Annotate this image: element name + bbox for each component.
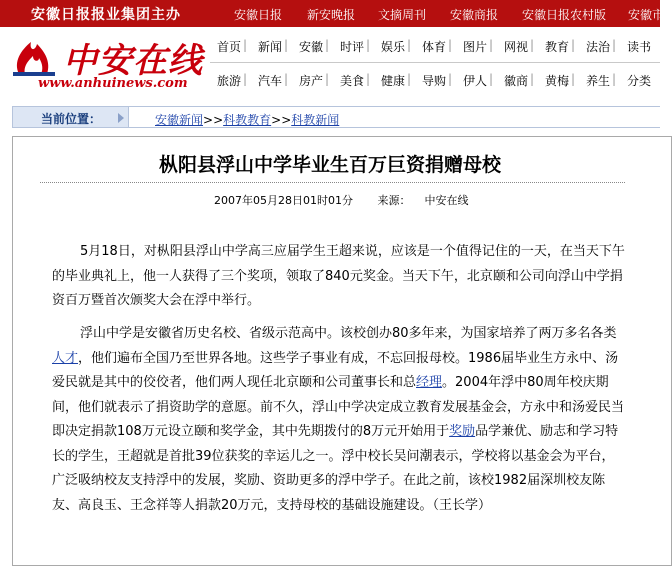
breadcrumb-separator: >> xyxy=(203,113,224,127)
logo-url: www.anhuinews.com xyxy=(38,76,188,91)
paragraph-text: 品学兼优、励志和学习特长的学生，王超就是首批39位获奖的幸运儿之一。浮中校长吴问潮表示，学校将以基金会为平台，广泛吸纳校友支持浮中的发展，奖励、资助更多的浮中学子。在此之前，该校1982届深圳校友陈友、高良玉、王念祥等人捐款20万元，支持母校的基础设施建设。（王长学） xyxy=(52,424,619,513)
nav-sports[interactable]: 体育 xyxy=(422,40,447,54)
source-label: 来源： xyxy=(377,194,411,207)
group-brand: 安徽日报报业集团主办 xyxy=(31,7,181,23)
top-link-anhui-business[interactable]: 安徽商报 xyxy=(450,8,499,22)
title-divider xyxy=(40,182,625,183)
nav-divider: | xyxy=(612,38,617,52)
breadcrumb-label-box xyxy=(12,106,129,128)
nav-food[interactable]: 美食 xyxy=(340,74,365,88)
nav-home[interactable]: 首页 xyxy=(217,40,242,54)
nav-classifieds[interactable]: 分类 xyxy=(627,74,652,88)
nav-travel[interactable]: 旅游 xyxy=(217,74,242,88)
nav-divider: | xyxy=(530,72,535,86)
nav-huangmei[interactable]: 黄梅 xyxy=(545,74,570,88)
keyword-link-award[interactable]: 奖励 xyxy=(449,424,476,439)
nav-divider: | xyxy=(243,38,248,52)
nav-wellness[interactable]: 养生 xyxy=(586,74,611,88)
nav-divider: | xyxy=(571,72,576,86)
nav-divider: | xyxy=(284,72,289,86)
nav-news[interactable]: 新闻 xyxy=(258,40,283,54)
article-source: 中安在线 xyxy=(424,194,469,207)
arrow-right-icon xyxy=(118,113,124,123)
top-link-anhui-daily[interactable]: 安徽日报 xyxy=(234,8,283,22)
nav-divider: | xyxy=(571,38,576,52)
nav-divider: | xyxy=(284,38,289,52)
main-nav-row-1 xyxy=(210,38,660,56)
article-paragraph-2 xyxy=(52,322,627,518)
breadcrumb-label: 当前位置： xyxy=(41,112,102,126)
article-meta xyxy=(214,192,468,208)
nav-divider: | xyxy=(448,72,453,86)
nav-divider: | xyxy=(612,72,617,86)
keyword-link-talent[interactable]: 人才 xyxy=(52,350,79,366)
top-link-xinan-evening[interactable]: 新安晚报 xyxy=(307,8,356,22)
nav-law[interactable]: 法治 xyxy=(586,40,611,54)
article-paragraph-1: 5月18日，对枞阳县浮山中学高三应届学生王超来说，应该是一个值得记住的一天，在当天下午的毕业典礼上，他一人获得了三个奖项，领取了840元奖金。当天下午，北京颐和公司向浮山中学捐资百万暨首次颁奖大会在浮中举行。 xyxy=(52,244,625,308)
nav-divider: | xyxy=(407,38,412,52)
nav-reading[interactable]: 读书 xyxy=(627,40,652,54)
nav-divider: | xyxy=(366,72,371,86)
article-date: 2007年05月28日01时01分 xyxy=(214,194,353,207)
keyword-link-manager[interactable]: 经理 xyxy=(416,375,443,390)
nav-health[interactable]: 健康 xyxy=(381,74,406,88)
site-logo[interactable] xyxy=(8,32,213,94)
nav-divider: | xyxy=(243,72,248,86)
breadcrumb-link-science-news[interactable]: 科教新闻 xyxy=(291,113,340,127)
logo-flame-icon xyxy=(11,34,57,78)
nav-commentary[interactable]: 时评 xyxy=(340,40,365,54)
nav-women[interactable]: 伊人 xyxy=(463,74,488,88)
nav-education[interactable]: 教育 xyxy=(545,40,570,54)
nav-auto[interactable]: 汽车 xyxy=(258,74,283,88)
nav-anhui[interactable]: 安徽 xyxy=(299,40,324,54)
nav-realestate[interactable]: 房产 xyxy=(299,74,324,88)
nav-video[interactable]: 网视 xyxy=(504,40,529,54)
nav-divider: | xyxy=(489,72,494,86)
breadcrumb-path xyxy=(155,111,339,128)
nav-divider: | xyxy=(366,38,371,52)
nav-divider: | xyxy=(325,38,330,52)
paragraph-text: 浮山中学是安徽省历史名校、省级示范高中。该校创办80多年来，为国家培养了两万多名各类 xyxy=(80,326,617,341)
nav-separator-line xyxy=(210,62,660,63)
main-nav-row-2 xyxy=(210,72,660,90)
nav-huishang[interactable]: 徽商 xyxy=(504,74,529,88)
nav-divider: | xyxy=(407,72,412,86)
nav-divider: | xyxy=(530,38,535,52)
paragraph-text: 。2004年浮中80周年校庆期间，他们就表示了捐资助学的意愿。前不久，浮山中学决定成立教育发展基金会，方永中和汤爱民当即决定捐款108万元设立颐和奖学金，其中先期拨付的8万元开始用于 xyxy=(52,375,625,439)
top-bar xyxy=(0,0,665,27)
breadcrumb-link-anhui-news[interactable]: 安徽新闻 xyxy=(155,113,204,127)
article-title: 枞阳县浮山中学毕业生百万巨资捐赠母校 xyxy=(158,154,501,176)
nav-divider: | xyxy=(325,72,330,86)
nav-entertainment[interactable]: 娱乐 xyxy=(381,40,406,54)
logo-name: 中安在线 xyxy=(63,41,203,81)
top-link-digest-weekly[interactable]: 文摘周刊 xyxy=(378,8,427,22)
breadcrumb xyxy=(12,106,660,128)
top-link-rural-edition[interactable]: 安徽日报农村版 xyxy=(522,8,607,22)
nav-divider: | xyxy=(489,38,494,52)
paragraph-text: ，他们遍布全国乃至世界各地。这些学子事业有成，不忘回报母校。1986届毕业生方永中、汤爱民就是其中的佼佼者，他们两人现任北京颐和公司董事长和总 xyxy=(52,350,619,390)
top-link-anhui-city[interactable]: 安徽市 xyxy=(628,8,665,22)
breadcrumb-link-science-education[interactable]: 科教教育 xyxy=(223,113,272,127)
nav-shopping[interactable]: 导购 xyxy=(422,74,447,88)
breadcrumb-separator: >> xyxy=(271,113,292,127)
nav-divider: | xyxy=(448,38,453,52)
breadcrumb-trail xyxy=(129,106,660,128)
nav-pictures[interactable]: 图片 xyxy=(463,40,488,54)
